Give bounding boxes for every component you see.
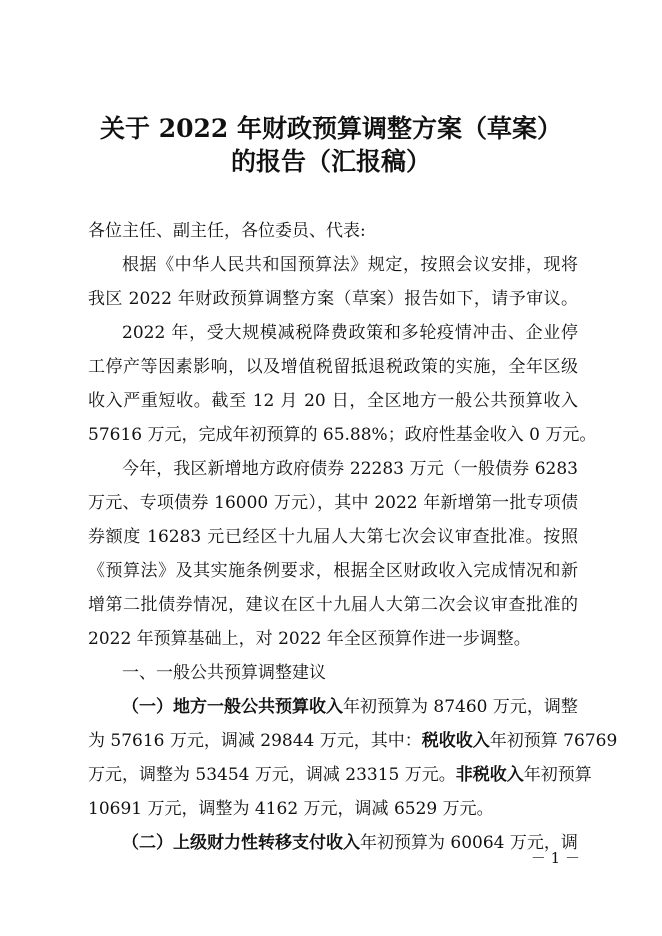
- paragraph-3-line-3: 券额度 16283 元已经区十九届人大第七次会议审查批准。按照: [88, 527, 578, 547]
- paragraph-3-line-1: 今年，我区新增地方政府债券 22283 万元（一般债券 6283: [122, 459, 578, 479]
- non-tax-revenue-label: 非税收入: [455, 765, 524, 785]
- paragraph-3-line-5: 增第二批债券情况，建议在区十九届人大第二次会议审查批准的: [88, 595, 578, 615]
- subsection-1-heading: （一）地方一般公共预算收入: [122, 697, 343, 717]
- page-number: － 1 －: [530, 849, 580, 867]
- section-1-heading: 一、一般公共预算调整建议: [122, 663, 326, 683]
- subsection-1-line-2: [88, 724, 618, 758]
- subsection-1-line-1: [122, 690, 578, 724]
- subsection-2-heading: （二）上级财力性转移支付收入: [122, 833, 360, 853]
- paragraph-3-line-4: 《预算法》及其实施条例要求，根据全区财政收入完成情况和新: [88, 561, 578, 581]
- paragraph-2-line-2: 工停产等因素影响，以及增值税留抵退税政策的实施，全年区级: [88, 357, 578, 377]
- subsection-1-line-3: [88, 758, 592, 792]
- subsection-2-line-1: [122, 826, 578, 860]
- subsection-1-line-2-text-b: 年初预算 76769: [489, 731, 618, 751]
- document-title-line-1: 关于 2022 年财政预算调整方案（草案）: [100, 114, 562, 143]
- subsection-1-line-3-text-b: 年初预算: [523, 765, 592, 785]
- paragraph-2-line-4: 57616 万元，完成年初预算的 65.88%；政府性基金收入 0 万元。: [88, 425, 597, 445]
- tax-revenue-label: 税收收入: [421, 731, 490, 751]
- subsection-1-line-1-text: 年初预算为 87460 万元，调整: [343, 697, 578, 717]
- paragraph-2-line-3: 收入严重短收。截至 12 月 20 日，全区地方一般公共预算收入: [88, 391, 578, 411]
- subsection-1-line-3-text-a: 万元，调整为 53454 万元，调减 23315 万元。: [88, 765, 456, 785]
- subsection-1-line-4: 10691 万元，调整为 4162 万元，调减 6529 万元。: [88, 799, 494, 819]
- paragraph-3-line-2: 万元、专项债券 16000 万元），其中 2022 年新增第一批专项债: [88, 493, 578, 513]
- paragraph-3-line-6: 2022 年预算基础上，对 2022 年全区预算作进一步调整。: [88, 629, 531, 649]
- paragraph-2-line-1: 2022 年，受大规模减税降费政策和多轮疫情冲击、企业停: [122, 323, 578, 343]
- subsection-1-line-2-text-a: 为 57616 万元，调减 29844 万元，其中：: [88, 731, 422, 751]
- salutation: 各位主任、副主任，各位委员、代表:: [88, 221, 366, 241]
- document-title-line-2: 的报告（汇报稿）: [230, 147, 431, 176]
- subsection-2-line-1-text: 年初预算为 60064 万元，调: [360, 833, 578, 853]
- paragraph-1-line-2: 我区 2022 年财政预算调整方案（草案）报告如下，请予审议。: [88, 289, 578, 309]
- paragraph-1-line-1: 根据《中华人民共和国预算法》规定，按照会议安排，现将: [122, 255, 578, 275]
